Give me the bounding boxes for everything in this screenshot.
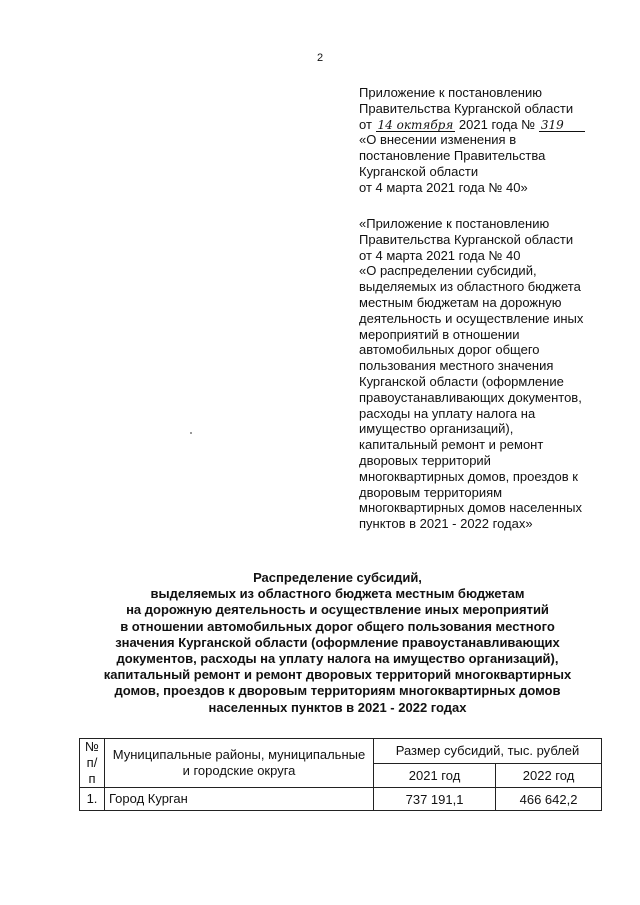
appendix-line: Курганской области (оформление (359, 373, 564, 389)
appendix-line: «О внесении изменения в (359, 132, 517, 148)
title-line: населенных пунктов в 2021 - 2022 годах (208, 699, 467, 715)
title-line: значения Курганской области (оформление правоустанавливающих (115, 634, 560, 650)
header-year-2022: 2022 год (496, 763, 602, 788)
handwritten-date: 14 октября (377, 117, 454, 132)
handwritten-number: 319 (539, 119, 585, 132)
title-line: в отношении автомобильных дорог общего пользования местного (120, 618, 555, 634)
title-line: на дорожную деятельность и осуществление иных мероприятий (126, 602, 549, 618)
subsidy-table (79, 738, 602, 811)
header-number-line: п/п (86, 755, 98, 786)
title-line: документов, расходы на уплату налога на имущество организаций), (116, 651, 559, 667)
appendix-line: мероприятий в отношении (359, 326, 520, 342)
appendix-line: от 4 марта 2021 года № 40» (359, 179, 528, 195)
appendix-line: выделяемых из областного бюджета (359, 279, 581, 295)
title-line: Распределение субсидий, (253, 570, 422, 585)
title-line: домов, проездов к дворовым территориям многоквартирных домов (114, 683, 561, 699)
page-number: 2 (316, 52, 324, 64)
title-line: капитальный ремонт и ремонт дворовых территорий многоквартирных (103, 667, 572, 683)
header-municipality-line: Муниципальные районы, муниципальные (112, 747, 366, 762)
appendix-line: «Приложение к постановлению (359, 216, 550, 231)
appendix-line: дворовым территориям (359, 484, 503, 500)
appendix-line: имущество организаций), (359, 421, 514, 437)
row-value-2021: 737 191,1 (374, 788, 496, 811)
appendix-header-original (359, 216, 609, 532)
appendix-line: автомобильных дорог общего (359, 342, 540, 358)
appendix-line: от 4 марта 2021 года № 40 (359, 247, 521, 263)
appendix-line: пунктов в 2021 - 2022 годах» (359, 516, 533, 532)
row-number: 1. (80, 788, 105, 811)
appendix-line: Курганской области (359, 163, 479, 179)
appendix-line: «О распределении субсидий, (359, 263, 537, 279)
appendix-line: Правительства Курганской области (359, 100, 574, 116)
appendix-line: постановление Правительства (359, 148, 546, 164)
row-value-2022: 466 642,2 (496, 788, 602, 811)
header-subsidy-size: Размер субсидий, тыс. рублей (374, 739, 602, 764)
title-line: выделяемых из областного бюджета местным бюджетам (150, 586, 525, 602)
header-municipality-line: и городские округа (182, 763, 296, 778)
appendix-line: расходы на уплату налога на (359, 405, 536, 421)
table-header-row (80, 739, 602, 764)
header-municipality (105, 739, 374, 788)
appendix-line: правоустанавливающих документов, (359, 389, 582, 405)
from-label: от (359, 116, 372, 132)
scan-speck (190, 432, 192, 434)
appendix-line: дворовых территорий (359, 452, 491, 468)
year-text: 2021 года № (458, 116, 536, 132)
table-row (80, 788, 602, 811)
appendix-line: пользования местного значения (359, 358, 554, 374)
appendix-line: капитальный ремонт и ремонт (359, 437, 544, 453)
appendix-header-amendment (359, 85, 609, 196)
appendix-line: Правительства Курганской области (359, 231, 574, 247)
appendix-line: Приложение к постановлению (359, 85, 542, 100)
appendix-date-line (359, 117, 609, 133)
appendix-line: деятельность и осуществление иных (359, 310, 584, 326)
document-title (90, 570, 585, 716)
appendix-line: местным бюджетам на дорожную (359, 294, 562, 310)
header-number (80, 739, 105, 788)
row-municipality: Город Курган (105, 788, 374, 811)
appendix-line: многоквартирных домов населенных (359, 500, 582, 516)
header-year-2021: 2021 год (374, 763, 496, 788)
appendix-line: многоквартирных домов, проездов к (359, 468, 578, 484)
header-number-line: № (85, 739, 99, 754)
